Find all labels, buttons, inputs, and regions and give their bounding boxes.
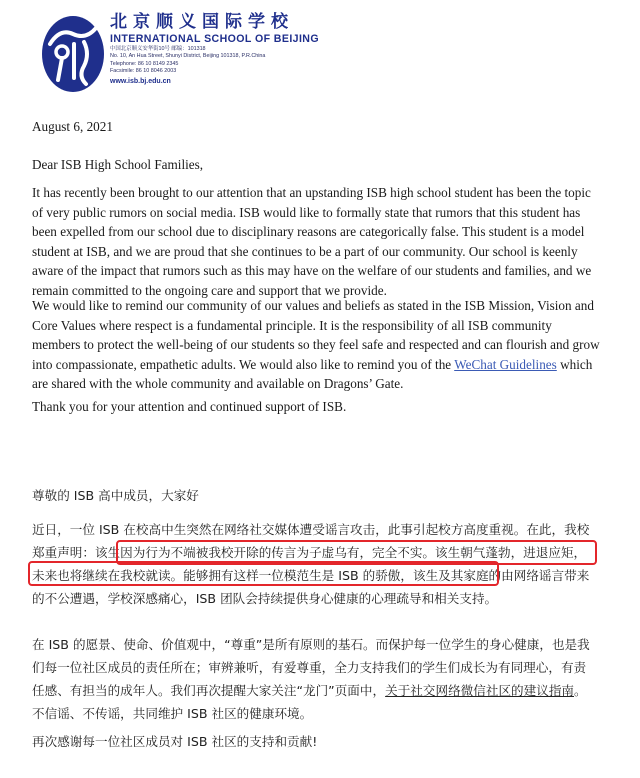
- wechat-guidelines-link-cn[interactable]: 关于社交网络微信社区的建议指南: [385, 683, 574, 698]
- school-logo-icon: [40, 14, 106, 94]
- paragraph-2-text: [32, 296, 602, 394]
- cn-paragraph-2: [32, 633, 592, 725]
- letterhead: [40, 12, 340, 100]
- school-name-cn: 北京顺义国际学校: [110, 12, 294, 32]
- cn-paragraph-1-text: 近日，一位 ISB 在校高中生突然在网络社交媒体遭受谣言攻击，此事引起校方高度重视。在此，我校郑重声明：该生因为行为不端被我校开除的传言为子虚乌有，完全不实。该生朝气蓬勃，进退应矩，未来也将继续在我校就读。能够拥有这样一位模范生是 ISB 的骄傲，该生及其家庭的由网络谣言带来的不公遭遇，学校深感痛心，ISB 团队会持续提供身心健康的心理疏导和相关支持。: [32, 522, 590, 606]
- cn-greeting: 尊敬的 ISB 高中成员，大家好: [32, 488, 199, 503]
- paragraph-1-text: It has recently been brought to our attention that an upstanding ISB high school student has been the topic of very public rumors on social media. ISB would like to formally state that rumors that this student has been expelled from our school due to disciplinary reasons are categorically false. This student is a model student at ISB, and we are proud that she continues to be a part of our community. Our school is keenly aware of the impact that rumors such as this may have on the welfare of our students and families, and we remain committed to the ongoing care and support that we provide.: [32, 185, 592, 298]
- letter-paragraph-2: [32, 296, 602, 394]
- letter-paragraph-1: [32, 183, 602, 300]
- address-cn: 中国北京顺义安华街10号 邮编：101318: [110, 46, 206, 52]
- cn-paragraph-1: [32, 518, 592, 610]
- letter-salutation: Dear ISB High School Families,: [32, 157, 204, 172]
- cn-paragraph-2-before-link: 在 ISB 的愿景、使命、价值观中，“尊重”是所有原则的基石。而保护每一位学生的身心健康，也是我们每一位社区成员的责任所在；审辨兼听，有爱尊重，全力支持我们的学生们成长为有同理心，有责任感、有担当的成年人。我们再次提醒大家关注“龙门”页面中，: [32, 637, 590, 698]
- cn-paragraph-2-text: [32, 633, 592, 725]
- facsimile: Facsimile: 86 10 8046 2003: [110, 68, 177, 75]
- wechat-guidelines-link[interactable]: WeChat Guidelines: [454, 356, 557, 372]
- letter-date: August 6, 2021: [32, 119, 113, 134]
- school-name-en: INTERNATIONAL SCHOOL OF BEIJING: [110, 33, 319, 45]
- website-link[interactable]: www.isb.bj.edu.cn: [110, 77, 171, 85]
- paragraph-2-after-link: which are shared with the whole community and available on Dragons’ Gate.: [32, 356, 593, 391]
- paragraph-2-before-link: We would like to remind our community of our values and beliefs as stated in the ISB Mission, Vision and Core Values where respect is a fundamental principle. It is the responsibility of all ISB community members to protect the well-being of our students so they feel safe and respected and can flourish and grow into compassionate, empathetic adults. We would also like to remind you of the: [32, 298, 600, 372]
- cn-paragraph-2-after-link: 。不信谣、不传谣，共同维护 ISB 社区的健康环境。: [32, 683, 587, 721]
- telephone: Telephone: 86 10 8149 2345: [110, 60, 179, 67]
- letterhead-text: [110, 12, 350, 87]
- cn-closing: 再次感谢每一位社区成员对 ISB 社区的支持和贡献!: [32, 734, 318, 749]
- address-en: No. 10, An Hua Street, Shunyi District, Beijing 101318, P.R.China: [110, 53, 266, 60]
- letter-thanks: Thank you for your attention and continued support of ISB.: [32, 399, 347, 414]
